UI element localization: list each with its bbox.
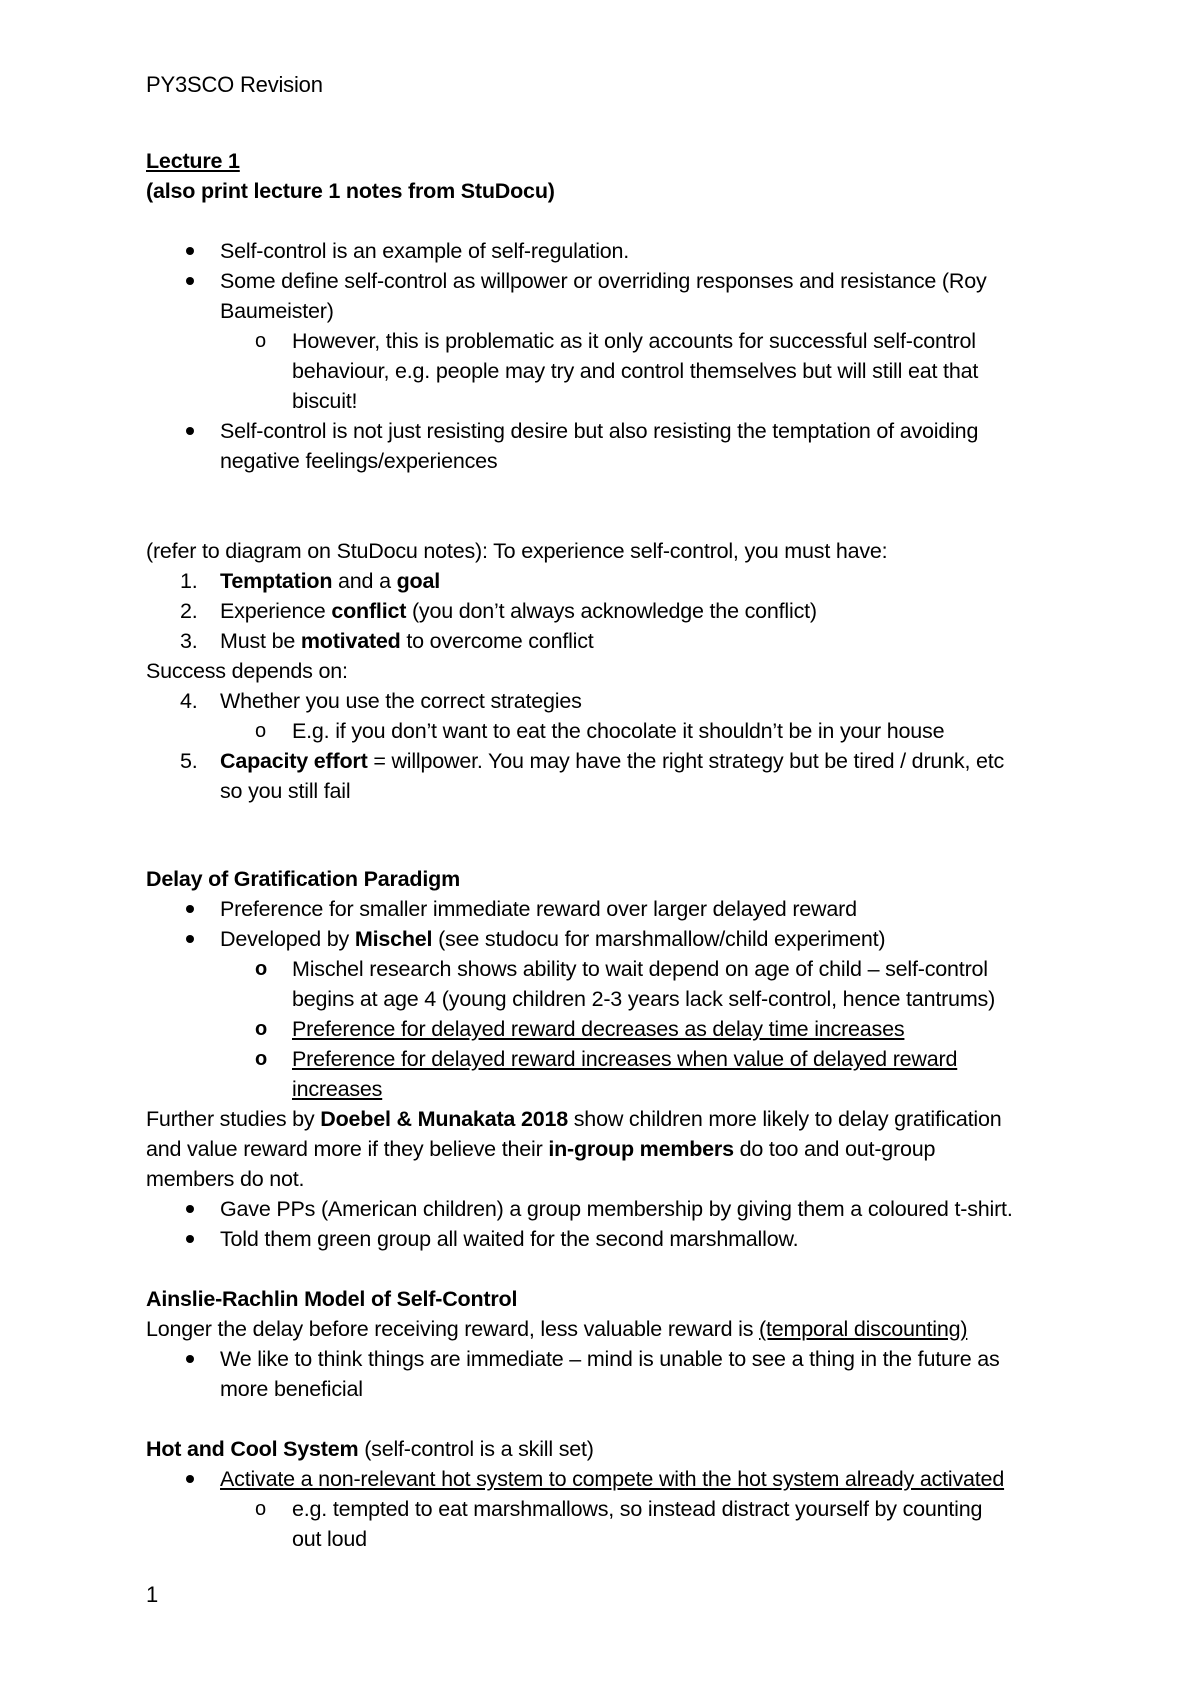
- lecture-note: (also print lecture 1 notes from StuDocu): [146, 179, 555, 203]
- numbered-item: 3. Must be motivated to overcome conflict: [180, 629, 594, 653]
- circle-bullet-icon: o: [255, 958, 268, 980]
- requirements-intro: (refer to diagram on StuDocu notes): To experience self-control, you must have:: [146, 539, 888, 563]
- sub-bullet-item: o Mischel research shows ability to wait depend on age of child – self-control: [146, 954, 1076, 984]
- bullet-icon: [186, 935, 194, 943]
- page-header: PY3SCO Revision: [146, 72, 323, 97]
- sub-bullet-item: o E.g. if you don’t want to eat the chocolate it shouldn’t be in your house: [146, 716, 1076, 746]
- bullet-item: Some define self-control as willpower or overriding responses and resistance (Roy: [146, 266, 1076, 296]
- bullet-item: Told them green group all waited for the second marshmallow.: [146, 1224, 1076, 1254]
- bullet-icon: [186, 1205, 194, 1213]
- sub-bullet-item: o e.g. tempted to eat marshmallows, so instead distract yourself by counting: [146, 1494, 1076, 1524]
- sub-bullet-item-continued: biscuit!: [292, 389, 358, 413]
- bullet-icon: [186, 247, 194, 255]
- numbered-item: 5. Capacity effort = willpower. You may have the right strategy but be tired / drunk, etc: [180, 749, 1005, 773]
- sub-bullet-item-continued: begins at age 4 (young children 2-3 years lack self-control, hence tantrums): [292, 987, 996, 1011]
- bullet-item: Gave PPs (American children) a group membership by giving them a coloured t-shirt.: [146, 1194, 1076, 1224]
- sub-bullet-item: o Preference for delayed reward decreases as delay time increases: [146, 1014, 1076, 1044]
- sub-bullet-item: o However, this is problematic as it only accounts for successful self-control: [146, 326, 1076, 356]
- sub-bullet-item-continued: out loud: [292, 1527, 367, 1551]
- bullet-item: We like to think things are immediate – mind is unable to see a thing in the future as: [146, 1344, 1076, 1374]
- bullet-item-continued: more beneficial: [220, 1377, 363, 1401]
- bullet-item: Preference for smaller immediate reward over larger delayed reward: [146, 894, 1076, 924]
- bullet-icon: [186, 1475, 194, 1483]
- numbered-item: 2. Experience conflict (you don’t always acknowledge the conflict): [180, 599, 817, 623]
- bullet-icon: [186, 1355, 194, 1363]
- spacer: [146, 1254, 1076, 1284]
- hotcool-heading: Hot and Cool System (self-control is a skill set): [146, 1437, 594, 1461]
- bullet-item-continued: negative feelings/experiences: [220, 449, 498, 473]
- bullet-item: Developed by Mischel (see studocu for marshmallow/child experiment): [146, 924, 1076, 954]
- bullet-item-continued: Baumeister): [220, 299, 334, 323]
- bullet-icon: [186, 905, 194, 913]
- sub-bullet-item: o Preference for delayed reward increases when value of delayed reward: [146, 1044, 1076, 1074]
- circle-bullet-icon: o: [255, 330, 266, 352]
- numbered-item: 1. Temptation and a goal: [180, 569, 441, 593]
- spacer: [146, 206, 1076, 236]
- spacer: [146, 1404, 1076, 1434]
- spacer: [146, 806, 1076, 864]
- circle-bullet-icon: o: [255, 720, 266, 742]
- bullet-icon: [186, 427, 194, 435]
- lecture-heading: Lecture 1: [146, 149, 240, 173]
- paragraph-line: Further studies by Doebel & Munakata 2018 show children more likely to delay gratification: [146, 1107, 1002, 1131]
- circle-bullet-icon: o: [255, 1048, 268, 1070]
- paragraph-line: members do not.: [146, 1167, 305, 1191]
- numbered-item-continued: so you still fail: [220, 779, 351, 803]
- bullet-item: Activate a non-relevant hot system to compete with the hot system already activated: [146, 1464, 1076, 1494]
- bullet-icon: [186, 1235, 194, 1243]
- ainslie-heading: Ainslie-Rachlin Model of Self-Control: [146, 1287, 518, 1311]
- page-number: 1: [146, 1582, 159, 1607]
- sub-bullet-item-continued: increases: [292, 1077, 383, 1101]
- bullet-icon: [186, 277, 194, 285]
- paragraph-line: Longer the delay before receiving reward, less valuable reward is (temporal discounting): [146, 1317, 968, 1341]
- success-label: Success depends on:: [146, 659, 348, 683]
- circle-bullet-icon: o: [255, 1498, 266, 1520]
- circle-bullet-icon: o: [255, 1018, 268, 1040]
- numbered-item: 4. Whether you use the correct strategies: [180, 689, 582, 713]
- paragraph-line: and value reward more if they believe their in-group members do too and out-group: [146, 1137, 936, 1161]
- sub-bullet-item-continued: behaviour, e.g. people may try and control themselves but will still eat that: [292, 359, 979, 383]
- spacer: [146, 476, 1076, 536]
- delay-heading: Delay of Gratification Paradigm: [146, 867, 460, 891]
- bullet-item: Self-control is not just resisting desire but also resisting the temptation of avoiding: [146, 416, 1076, 446]
- bullet-item: Self-control is an example of self-regulation.: [146, 236, 1076, 266]
- document-body: [146, 146, 1076, 1554]
